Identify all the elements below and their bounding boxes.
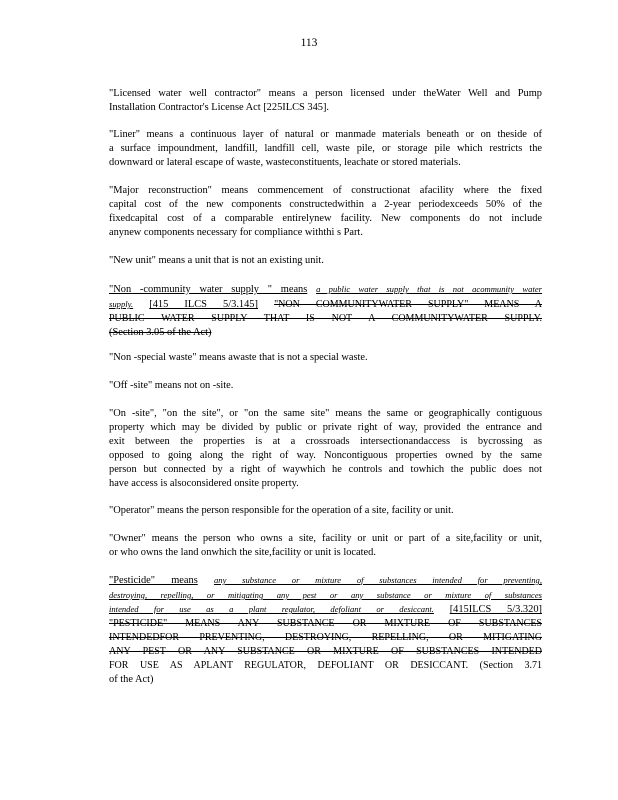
defined-term: "Pesticide" means — [109, 575, 198, 586]
text-line — [109, 297, 542, 312]
text-line: "On -site", "on the site", or "on the same site" means the same or geographically contiguous — [109, 408, 542, 419]
deleted-text: "NON COMMUNITYWATER SUPPLY" MEANS A — [274, 299, 542, 310]
statutory-definition: a public water supply that is not acommunity water — [316, 284, 542, 294]
definition-non-community-water-supply — [109, 282, 542, 340]
text-line: "Owner" means the person who owns a site, facility or unit or part of a site,facility or unit, — [109, 533, 542, 544]
text-line: Installation Contractor's License Act [225ILCS 345]. — [109, 102, 330, 113]
text-line: FOR USE AS APLANT REGULATOR, DEFOLIANT OR DESICCANT. (Section 3.71 — [109, 660, 542, 671]
statutory-definition: any substance or mixture of substances intended for preventing, — [213, 575, 542, 585]
text-line: property which may be divided by public or private right of way, provided the entrance and — [109, 422, 542, 433]
deleted-text: PUBLIC WATER SUPPLY THAT IS NOT A COMMUNITYWATER SUPPLY. — [109, 313, 542, 324]
text-line — [109, 282, 542, 297]
definition-operator — [109, 504, 542, 518]
text-line — [109, 602, 542, 617]
page-number: 113 — [300, 37, 318, 49]
text-line: "Non -special waste" means awaste that is not a special waste. — [109, 352, 368, 363]
statutory-definition: destroying, repelling, or mitigating any pest or any substance or mixture of substances — [109, 590, 542, 600]
text-line: have access is alsoconsidered onsite property. — [109, 478, 299, 489]
text-line: anynew components necessary for compliance withthi s Part. — [109, 227, 363, 238]
text-line: person but connected by a right of waywhich he controls and towhich the public does not — [109, 464, 542, 475]
deleted-text: INTENDEDFOR PREVENTING, DESTROYING, REPELLING, OR MITIGATING — [109, 632, 542, 643]
definition-new-unit — [109, 254, 542, 268]
text-line: "Licensed water well contractor" means a person licensed under theWater Well and Pump — [109, 88, 542, 99]
text-line: exit between the properties is at a crossroads intersectionandaccess is bycrossing as — [109, 436, 542, 447]
deleted-text: ANY PEST OR ANY SUBSTANCE OR MIXTURE OF SUBSTANCES INTENDED — [109, 646, 542, 657]
defined-term: "Non -community water supply " means — [109, 284, 308, 295]
definition-on-site — [109, 407, 542, 491]
definition-pesticide — [109, 573, 542, 687]
definition-licensed-water-well-contractor — [109, 87, 542, 115]
definition-non-special-waste — [109, 351, 542, 365]
statutory-citation: [415 ILCS 5/3.145] — [149, 299, 258, 310]
definition-off-site — [109, 379, 542, 393]
text-line — [109, 573, 542, 588]
deleted-text: (Section 3.05 of the Act) — [109, 327, 212, 338]
statutory-citation: [415ILCS 5/3.320] — [449, 604, 542, 615]
text-line: "Operator" means the person responsible for the operation of a site, facility or unit. — [109, 505, 454, 516]
text-line: "Liner" means a continuous layer of natural or manmade materials beneath or on theside of — [109, 129, 542, 140]
definition-liner — [109, 128, 542, 170]
definition-major-reconstruction — [109, 184, 542, 240]
text-line: capital cost of the new components constructedwithin a 2-year periodexceeds 50% of the — [109, 199, 542, 210]
deleted-text: "PESTICIDE" MEANS ANY SUBSTANCE OR MIXTURE OF SUBSTANCES — [109, 618, 542, 629]
text-line: fixedcapital cost of a comparable entirelynew facility. New components do not include — [109, 213, 542, 224]
text-line: "Off -site" means not on -site. — [109, 380, 234, 391]
text-line: of the Act) — [109, 674, 154, 685]
statutory-definition: intended for use as a plant regulator, defoliant or desiccant. — [109, 604, 434, 614]
text-line: opposed to going along the right of way. Noncontiguous properties owned by the same — [109, 450, 542, 461]
text-line: downward or lateral escape of waste, wasteconstituents, leachate or stored materials. — [109, 157, 461, 168]
text-line: a surface impoundment, landfill, landfill cell, waste pile, or storage pile which restricts the — [109, 143, 542, 154]
statutory-definition: supply. — [109, 299, 134, 309]
definition-owner — [109, 532, 542, 560]
text-line: or who owns the land onwhich the site,facility or unit is located. — [109, 547, 376, 558]
text-line: "Major reconstruction" means commencement of constructionat afacility where the fixed — [109, 185, 542, 196]
text-line: "New unit" means a unit that is not an existing unit. — [109, 255, 324, 266]
